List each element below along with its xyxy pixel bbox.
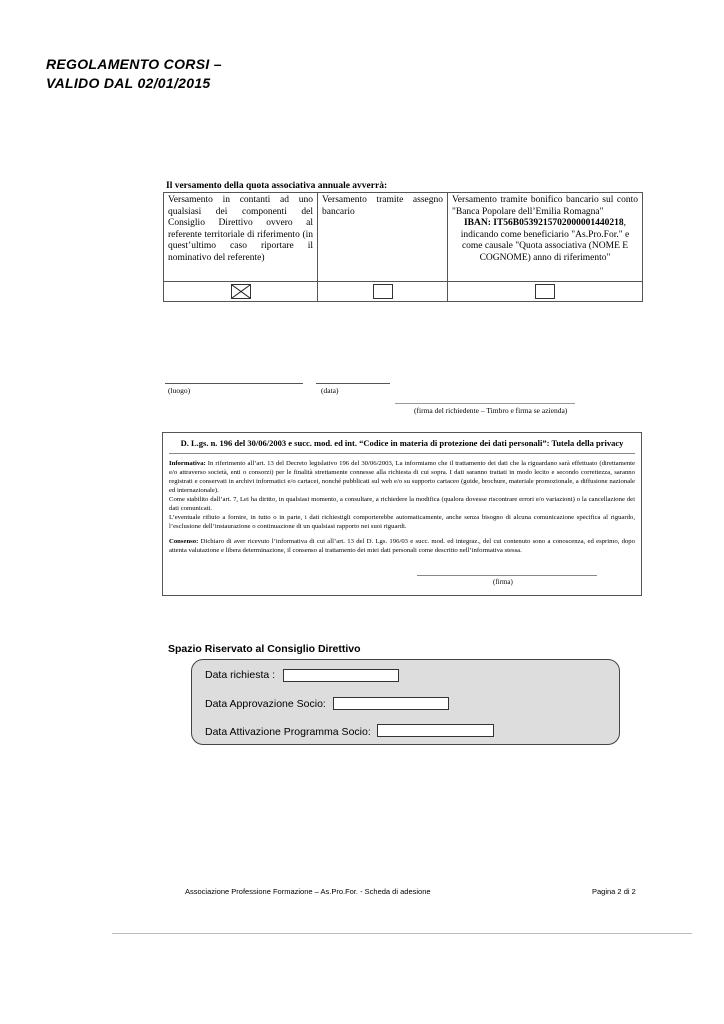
applicant-signature-line[interactable] bbox=[395, 403, 575, 404]
iban-code: IBAN: IT56B0539215702000001440218 bbox=[463, 218, 624, 228]
date-line[interactable] bbox=[316, 383, 390, 384]
checkmark-x-icon bbox=[232, 285, 250, 298]
applicant-signature-label: (firma del richiedente – Timbro e firma se azienda) bbox=[414, 406, 568, 415]
divider bbox=[169, 453, 635, 454]
informativa-paragraph: Informativa: In riferimento all’art. 13 del Decreto legislativo 196 del 30/06/2003, La informiamo che il trattamento dei dati che la riguardano sarà effettuato (direttamente e/o attraverso società, enti o consorzi) per le finalità strettamente connesse alla richiesta di cui sopra. I dati saranno trattati in modo lecito e secondo correttezza, saranno registrati e conservati in archivi informatici e/o cartacei, nonché pubblicati sul web e/o su supporto cartaceo (guide, brochure, materiale promozionale, a diffusione nazionale ed internazionale). bbox=[169, 460, 635, 494]
privacy-body bbox=[169, 459, 635, 555]
checkbox-cheque[interactable] bbox=[373, 284, 393, 299]
refusal-paragraph: L’eventuale rifiuto a fornire, in tutto o in parte, i dati richiestigli comporterebbe automaticamente, anche senza bisogno di alcuna comunicazione specifica al riguardo, l’esclusione dell’instaurazione o continuazione di un qualsiasi rapporto nei suoi riguardi. bbox=[169, 514, 635, 530]
consenso-paragraph: Consenso: Dichiaro di aver ricevuto l’informativa di cui all’art. 13 del D. Lgs. 196/03 e succ. mod. ed integraz., del cui contenuto sono a conoscenza, ed esprimo, dopo attenta valutazione e libera determinazione, il consenso al trattamento dei miei dati personali come descritto nell’informativa stessa. bbox=[169, 538, 635, 554]
bottom-divider bbox=[112, 933, 692, 934]
approval-date-field[interactable] bbox=[333, 697, 449, 710]
payment-option-cheque: Versamento tramite assegno bancario bbox=[318, 193, 448, 282]
title-line-2: VALIDO DAL 02/01/2015 bbox=[46, 75, 211, 91]
request-date-label: Data richiesta : bbox=[205, 669, 276, 681]
checkbox-cash[interactable] bbox=[231, 284, 251, 299]
activation-date-field[interactable] bbox=[377, 724, 494, 737]
checkbox-transfer[interactable] bbox=[535, 284, 555, 299]
privacy-box bbox=[162, 432, 642, 596]
payment-intro: Il versamento della quota associativa annuale avverrà: bbox=[166, 181, 388, 191]
payment-option-cash: Versamento in contanti ad uno qualsiasi dei componenti del Consiglio Direttivo ovvero al referente territoriale di riferimento (in quest’ultimo caso riportare il nominativo del referente) bbox=[164, 193, 318, 282]
transfer-text-after: , indicando come beneficiario "As.Pro.For." e come causale "Quota associativa (NOME E COGNOME) anno di riferimento" bbox=[460, 218, 630, 263]
request-date-field[interactable] bbox=[283, 669, 399, 682]
privacy-signature-label: (firma) bbox=[493, 578, 513, 586]
document-title bbox=[46, 55, 222, 93]
place-label: (luogo) bbox=[168, 386, 191, 395]
payment-option-transfer: Versamento tramite bonifico bancario sul conto "Banca Popolare dell’Emilia Romagna" IBAN: IT56B0539215702000001440218, indicando come beneficiario "As.Pro.For." e come causale "Quota associativa (NOME E COGNOME) anno di riferimento" bbox=[448, 193, 643, 282]
privacy-signature-line[interactable] bbox=[417, 575, 597, 576]
footer-left: Associazione Professione Formazione – As.Pro.For. - Scheda di adesione bbox=[185, 887, 431, 896]
rights-paragraph: Come stabilito dall’art. 7, Lei ha diritto, in qualsiasi momento, a consultare, a richiedere la modifica (qualora dovesse riscontrare errori e/o variazioni) o la cancellazione dei dati comunicati. bbox=[169, 496, 635, 512]
reserved-section-title: Spazio Riservato al Consiglio Direttivo bbox=[168, 643, 361, 655]
activation-date-label: Data Attivazione Programma Socio: bbox=[205, 726, 371, 738]
reserved-section-box bbox=[191, 659, 620, 745]
approval-date-label: Data Approvazione Socio: bbox=[205, 698, 326, 710]
place-line[interactable] bbox=[165, 383, 303, 384]
payment-options-table bbox=[163, 192, 643, 302]
page-number: Pagina 2 di 2 bbox=[592, 887, 636, 896]
date-label: (data) bbox=[321, 386, 339, 395]
title-line-1: REGOLAMENTO CORSI – bbox=[46, 56, 222, 72]
privacy-heading: D. L.gs. n. 196 del 30/06/2003 e succ. mod. ed int. “Codice in materia di protezione dei dati personali”: Tutela della privacy bbox=[180, 438, 624, 448]
